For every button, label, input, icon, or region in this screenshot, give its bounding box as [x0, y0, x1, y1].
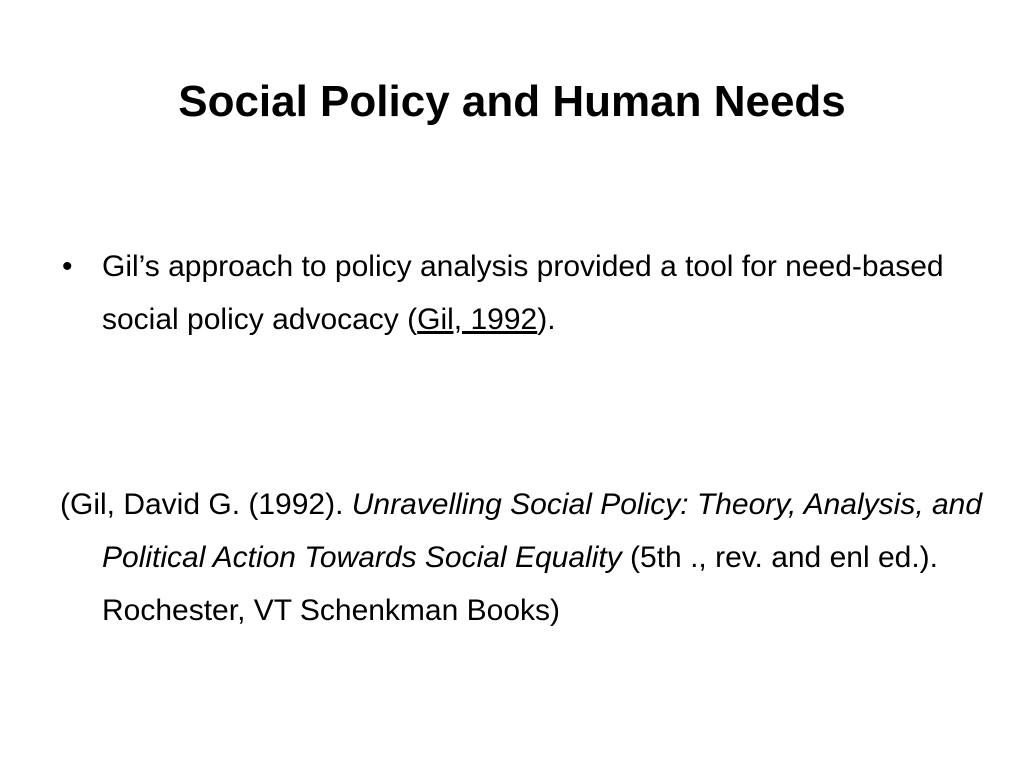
citation-suffix: (5th ., rev. and enl ed.). Rochester, VT Schenkman Books): [102, 541, 938, 627]
bullet-text: Gil’s approach to policy analysis provided a tool for need-based social policy advocacy (: [102, 250, 944, 336]
citation-prefix: (Gil, David G. (1992).: [60, 488, 352, 521]
bullet-item: [60, 240, 1002, 346]
slide-title: Social Policy and Human Needs: [178, 77, 846, 126]
bullet-text-end: ).: [537, 303, 556, 336]
reference-link[interactable]: Gil, 1992: [417, 303, 538, 336]
citation-title: Unravelling Social Policy: Theory, Analysis, and Political Action Towards Social Equality: [102, 488, 983, 574]
bullet-icon: •: [62, 250, 73, 283]
citation: [60, 478, 1002, 637]
